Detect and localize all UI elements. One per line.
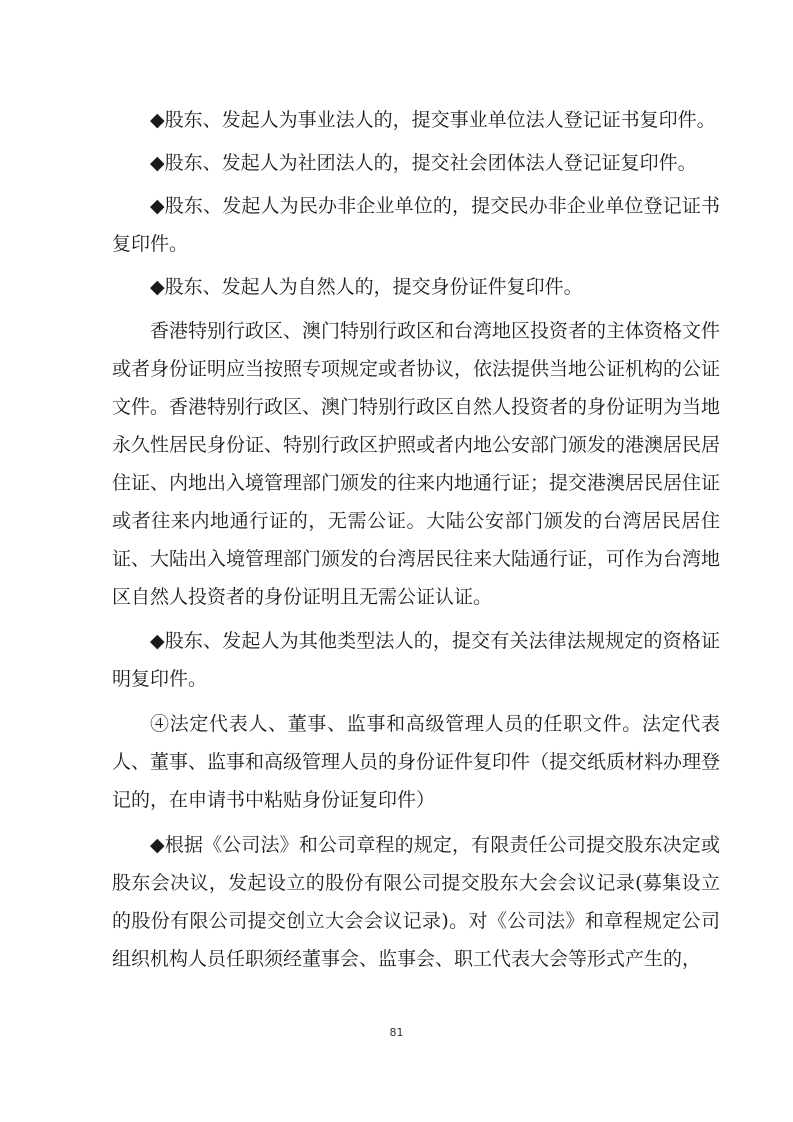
paragraph-other-legal-person: ◆股东、发起人为其他类型法人的，提交有关法律法规规定的资格证明复印件。: [112, 630, 720, 690]
paragraph-company-law-resolutions: ◆根据《公司法》和公司章程的规定，有限责任公司提交股东决定或股东会决议，发起设立的股份有限公司提交股东大会会议记录(募集设立的股份有限公司提交创立大会会议记录)。对《公司法》和章程规定公司组织机构人员任职须经董事会、监事会、职工代表大会等形式产生的，: [112, 834, 720, 970]
paragraph-natural-person: ◆股东、发起人为自然人的，提交身份证件复印件。: [150, 276, 583, 298]
paragraph-social-organization: ◆股东、发起人为社团法人的，提交社会团体法人登记证复印件。: [150, 152, 697, 174]
page-body: [112, 101, 720, 978]
paragraph-public-institution: ◆股东、发起人为事业法人的，提交事业单位法人登记证书复印件。: [150, 109, 716, 131]
page-number: 81: [389, 1026, 404, 1039]
paragraph-hk-macao-taiwan-investors: 香港特别行政区、澳门特别行政区和台湾地区投资者的主体资格文件或者身份证明应当按照专项规定或者协议，依法提供当地公证机构的公证文件。香港特别行政区、澳门特别行政区自然人投资者的身份证明为当地永久性居民身份证、特别行政区护照或者内地公安部门颁发的港澳居民居住证、内地出入境管理部门颁发的往来内地通行证；提交港澳居民居住证或者往来内地通行证的，无需公证。大陆公安部门颁发的台湾居民居住证、大陆出入境管理部门颁发的台湾居民往来大陆通行证，可作为台湾地区自然人投资者的身份证明且无需公证认证。: [112, 320, 721, 608]
paragraph-private-non-enterprise: ◆股东、发起人为民办非企业单位的，提交民办非企业单位登记证书复印件。: [112, 195, 720, 255]
paragraph-appointment-documents: ④法定代表人、董事、监事和高级管理人员的任职文件。法定代表人、董事、监事和高级管理人员的身份证件复印件（提交纸质材料办理登记的，在申请书中粘贴身份证复印件）: [112, 713, 721, 811]
